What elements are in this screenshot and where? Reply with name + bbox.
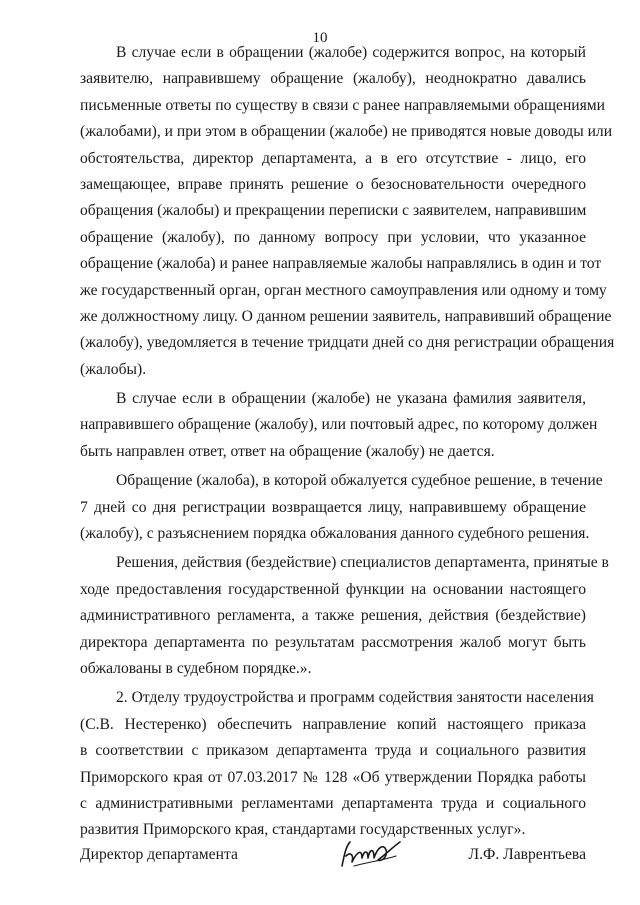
text-line: ходе предоставления государственной функции на основании настоящего: [80, 580, 586, 598]
text-line: же должностному лицу. О данном решении заявитель, направивший обращение: [80, 307, 612, 325]
text-line: направившего обращение (жалобу), или почтовый адрес, по которому должен: [80, 416, 598, 434]
text-line: с административными регламентами департамента труда и социального: [80, 794, 586, 812]
signature-block: [80, 842, 586, 872]
text-line: замещающее, вправе принять решение о безосновательности очередного: [80, 175, 586, 193]
text-line: административного регламента, а также решения, действия (бездействие): [80, 607, 586, 625]
text-line: обращение (жалоба) и ранее направляемые жалобы направлялись в один и тот: [80, 255, 602, 273]
text-line: 2. Отделу трудоустройства и программ содействия занятости населения: [116, 689, 594, 707]
paragraph: [80, 685, 594, 843]
text-line: заявителю, направившему обращение (жалобу), неоднократно давались: [80, 70, 586, 88]
text-line: (С.В. Нестеренко) обеспечить направление копий настоящего приказа: [80, 715, 586, 733]
paragraph: [80, 550, 609, 682]
text-line: (жалобу), уведомляется в течение тридцати дней со дня регистрации обращения: [80, 334, 615, 352]
text-line: Приморского края от 07.03.2017 № 128 «Об утверждении Порядка работы: [80, 768, 586, 786]
text-line: обжалованы в судебном порядке.».: [80, 659, 312, 677]
paragraph: [80, 40, 615, 383]
text-line: Обращение (жалоба), в которой обжалуется судебное решение, в течение: [116, 472, 603, 490]
page-number: 10: [312, 30, 328, 46]
text-line: письменные ответы по существу в связи с ранее направляемыми обращениями: [80, 96, 606, 114]
text-line: развития Приморского края, стандартами государственных услуг».: [80, 821, 526, 839]
paragraph: [80, 468, 603, 547]
text-line: (жалобы).: [80, 360, 147, 378]
text-line: В случае если в обращении (жалобе) содержится вопрос, на который: [116, 44, 586, 61]
text-line: обстоятельства, директор департамента, а в его отсутствие - лицо, его: [80, 149, 586, 167]
text-line: же государственный орган, орган местного самоуправления или одному и тому: [80, 281, 607, 299]
text-line: быть направлен ответ, ответ на обращение (жалобу) не дается.: [80, 442, 495, 460]
paragraph: [80, 386, 598, 465]
text-line: директора департамента по результатам рассмотрения жалоб могут быть: [80, 633, 586, 651]
text-line: обращение (жалобу), по данному вопросу при условии, что указанное: [80, 228, 586, 246]
text-line: в соответствии с приказом департамента труда и социального развития: [80, 742, 586, 760]
document-body: [80, 40, 615, 844]
text-line: 7 дней со дня регистрации возвращается лицу, направившему обращение: [80, 498, 586, 516]
signer-title: Директор департамента: [80, 846, 238, 863]
text-line: Решения, действия (бездействие) специалистов департамента, принятые в: [116, 554, 609, 572]
text-line: (жалобу), с разъяснением порядка обжалования данного судебного решения.: [80, 525, 590, 543]
handwritten-signature: [334, 836, 408, 872]
text-line: обращения (жалобы) и прекращении переписки с заявителем, направившим: [80, 202, 587, 220]
signer-name: Л.Ф. Лаврентьева: [468, 846, 586, 863]
text-line: (жалобами), и при этом в обращении (жалобе) не приводятся новые доводы или: [80, 123, 613, 141]
text-line: В случае если в обращении (жалобе) не указана фамилия заявителя,: [116, 390, 586, 408]
